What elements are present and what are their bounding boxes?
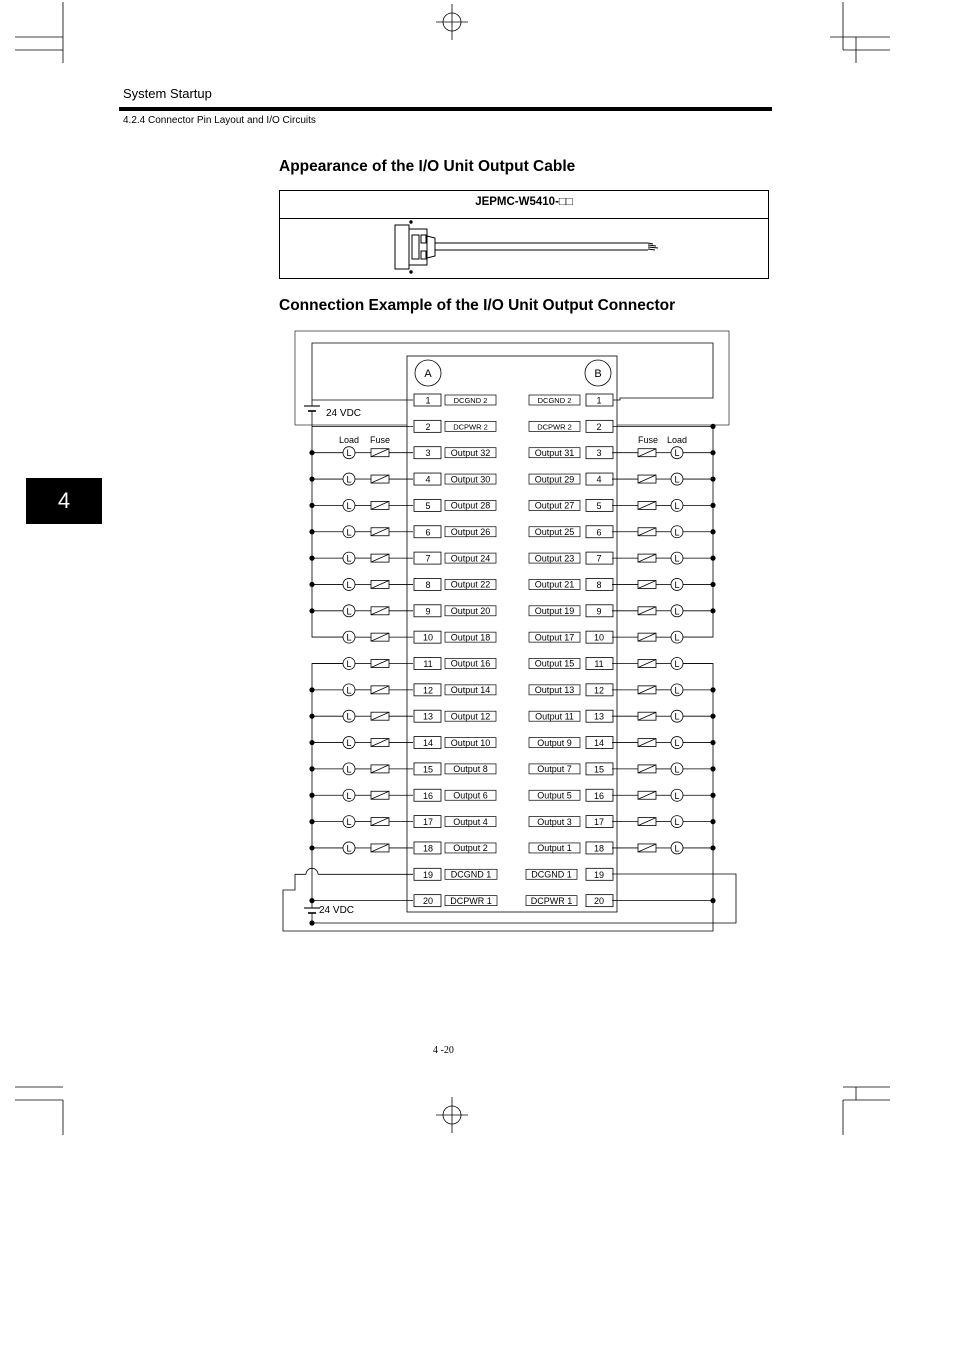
signal-label-b: Output 3 bbox=[537, 816, 572, 827]
pin-number-b: 8 bbox=[596, 579, 602, 590]
signal-label-b: Output 7 bbox=[537, 764, 572, 775]
signal-label-b: DCPWR 2 bbox=[537, 422, 572, 432]
signal-label-a: DCGND 2 bbox=[453, 396, 488, 406]
pin-number-a: 8 bbox=[425, 579, 431, 590]
pin-number-b: 15 bbox=[593, 764, 605, 775]
wire bbox=[312, 664, 352, 901]
junction-dot bbox=[710, 740, 715, 745]
signal-label-a: Output 28 bbox=[450, 500, 491, 511]
pin-number-b: 6 bbox=[596, 527, 602, 538]
pin-number-b: 19 bbox=[593, 869, 605, 880]
pin-number-b: 9 bbox=[596, 606, 602, 617]
pin-number-a: 2 bbox=[425, 421, 431, 432]
junction-dot bbox=[309, 608, 314, 613]
load-symbol-letter: L bbox=[346, 764, 352, 775]
pin-number-b: 10 bbox=[593, 632, 605, 643]
junction-dot bbox=[710, 819, 715, 824]
signal-label-b: DCPWR 1 bbox=[530, 895, 573, 906]
pin-number-b: 3 bbox=[596, 448, 602, 459]
load-symbol-letter: L bbox=[346, 606, 352, 617]
junction-dot bbox=[309, 503, 314, 508]
pin-number-b: 7 bbox=[596, 553, 602, 564]
signal-label-a: Output 10 bbox=[450, 737, 491, 748]
signal-label-b: Output 21 bbox=[534, 579, 575, 590]
pin-number-b: 13 bbox=[593, 711, 605, 722]
signal-label-a: Output 14 bbox=[450, 685, 491, 696]
junction-dot bbox=[309, 714, 314, 719]
signal-label-b: Output 23 bbox=[534, 553, 575, 564]
pin-number-a: 11 bbox=[423, 659, 433, 669]
load-header-right: Load bbox=[667, 435, 688, 445]
junction-dot bbox=[309, 740, 314, 745]
pin-number-a: 9 bbox=[425, 606, 431, 617]
pin-number-b: 12 bbox=[593, 685, 605, 696]
pin-number-a: 20 bbox=[422, 896, 434, 907]
pin-number-a: 16 bbox=[422, 790, 434, 801]
pin-number-a: 6 bbox=[425, 527, 431, 538]
pin-number-a: 19 bbox=[422, 869, 434, 880]
load-symbol-letter: L bbox=[674, 843, 680, 854]
pin-number-b: 20 bbox=[593, 896, 605, 907]
load-symbol-letter: L bbox=[346, 817, 352, 828]
supply-bottom-label: 24 VDC bbox=[319, 905, 355, 916]
column-b-label: B bbox=[594, 368, 602, 380]
junction-dot bbox=[309, 476, 314, 481]
fuse-header-left: Fuse bbox=[370, 435, 391, 445]
section-header: System Startup bbox=[123, 86, 212, 101]
junction-dot bbox=[710, 503, 715, 508]
signal-label-b: Output 1 bbox=[537, 843, 572, 854]
load-symbol-letter: L bbox=[674, 527, 680, 538]
junction-dot bbox=[309, 687, 314, 692]
signal-label-a: DCGND 1 bbox=[450, 869, 492, 880]
load-symbol-letter: L bbox=[674, 790, 680, 801]
load-symbol-letter: L bbox=[674, 500, 680, 511]
junction-dot bbox=[309, 920, 314, 925]
column-a-label: A bbox=[424, 368, 432, 380]
subsection-header: 4.2.4 Connector Pin Layout and I/O Circuits bbox=[123, 115, 316, 126]
load-symbol-letter: L bbox=[674, 553, 680, 564]
signal-label-b: Output 13 bbox=[534, 685, 575, 696]
pin-number-b: 4 bbox=[596, 474, 602, 485]
signal-label-a: Output 2 bbox=[453, 843, 488, 854]
junction-dot bbox=[710, 582, 715, 587]
signal-label-a: Output 16 bbox=[450, 658, 491, 669]
load-symbol-letter: L bbox=[674, 764, 680, 775]
pin-number-a: 10 bbox=[422, 632, 434, 643]
signal-label-a: Output 20 bbox=[450, 606, 491, 616]
pin-number-b: 1 bbox=[596, 395, 602, 406]
load-symbol-letter: L bbox=[346, 553, 352, 564]
signal-label-a: Output 12 bbox=[450, 711, 491, 722]
junction-dot bbox=[309, 766, 314, 771]
junction-dot bbox=[309, 529, 314, 534]
pin-number-b: 17 bbox=[593, 817, 605, 828]
pin-number-a: 13 bbox=[422, 711, 434, 722]
cable-section-title: Appearance of the I/O Unit Output Cable bbox=[279, 158, 576, 175]
load-symbol-letter: L bbox=[346, 659, 352, 669]
load-symbol-letter: L bbox=[346, 474, 352, 485]
load-symbol-letter: L bbox=[346, 579, 352, 590]
load-symbol-letter: L bbox=[346, 843, 352, 854]
signal-label-b: DCGND 1 bbox=[531, 869, 572, 880]
signal-label-a: Output 26 bbox=[450, 526, 491, 537]
junction-dot bbox=[710, 845, 715, 850]
junction-dot bbox=[710, 793, 715, 798]
junction-dot bbox=[710, 687, 715, 692]
load-symbol-letter: L bbox=[346, 790, 352, 801]
signal-label-b: Output 11 bbox=[535, 711, 574, 722]
pin-number-b: 5 bbox=[596, 500, 602, 511]
pin-number-a: 18 bbox=[422, 843, 434, 854]
load-symbol-letter: L bbox=[674, 448, 680, 459]
pin-number-a: 3 bbox=[425, 448, 431, 459]
junction-dot bbox=[309, 898, 314, 903]
load-symbol-letter: L bbox=[674, 632, 680, 643]
load-symbol-letter: L bbox=[674, 817, 680, 828]
signal-label-a: Output 18 bbox=[450, 632, 491, 643]
pin-number-a: 14 bbox=[422, 738, 434, 749]
signal-label-a: Output 30 bbox=[450, 474, 491, 485]
load-symbol-letter: L bbox=[346, 711, 352, 722]
junction-dot bbox=[710, 476, 715, 481]
connection-section-title: Connection Example of the I/O Unit Output Connector bbox=[279, 297, 676, 314]
cable-model-label: JEPMC-W5410-□□ bbox=[280, 191, 768, 219]
pin-number-b: 14 bbox=[593, 738, 605, 749]
pin-number-a: 4 bbox=[425, 474, 431, 485]
cable-illustration bbox=[280, 219, 768, 277]
junction-dot bbox=[710, 608, 715, 613]
supply-top-label: 24 VDC bbox=[326, 408, 362, 419]
junction-dot bbox=[309, 845, 314, 850]
header-rule bbox=[119, 107, 772, 111]
load-symbol-letter: L bbox=[674, 685, 680, 696]
junction-dot bbox=[710, 529, 715, 534]
load-symbol-letter: L bbox=[346, 527, 352, 538]
junction-dot bbox=[309, 450, 314, 455]
load-symbol-letter: L bbox=[346, 500, 352, 511]
signal-label-b: Output 5 bbox=[537, 790, 572, 801]
signal-label-b: Output 9 bbox=[537, 737, 572, 748]
signal-label-b: DCGND 2 bbox=[537, 396, 572, 406]
signal-label-a: Output 6 bbox=[453, 790, 488, 801]
signal-label-a: Output 4 bbox=[453, 816, 488, 827]
load-symbol-letter: L bbox=[346, 738, 352, 749]
pin-number-a: 12 bbox=[422, 685, 434, 696]
load-header-left: Load bbox=[339, 435, 360, 445]
pin-number-a: 7 bbox=[425, 553, 431, 564]
signal-label-b: Output 27 bbox=[534, 500, 575, 511]
pin-number-a: 5 bbox=[425, 500, 431, 511]
load-symbol-letter: L bbox=[674, 659, 680, 669]
signal-label-a: DCPWR 1 bbox=[450, 895, 492, 906]
pin-number-b: 16 bbox=[593, 790, 605, 801]
signal-label-b: Output 31 bbox=[534, 447, 575, 458]
signal-label-b: Output 25 bbox=[534, 526, 575, 537]
pin-number-a: 17 bbox=[422, 817, 434, 828]
junction-dot bbox=[710, 556, 715, 561]
load-symbol-letter: L bbox=[346, 685, 352, 696]
junction-dot bbox=[710, 766, 715, 771]
pin-number-b: 11 bbox=[594, 659, 604, 669]
signal-label-b: Output 29 bbox=[534, 474, 575, 485]
signal-label-b: Output 17 bbox=[534, 632, 575, 643]
fuse-header-right: Fuse bbox=[638, 435, 659, 445]
signal-label-a: Output 24 bbox=[450, 553, 491, 564]
load-symbol-letter: L bbox=[674, 711, 680, 722]
load-symbol-letter: L bbox=[674, 606, 680, 617]
load-symbol-letter: L bbox=[674, 579, 680, 590]
pin-number-b: 2 bbox=[596, 421, 602, 432]
chapter-tab: 4 bbox=[26, 478, 102, 524]
signal-label-a: Output 32 bbox=[450, 447, 491, 458]
signal-label-a: Output 8 bbox=[453, 764, 488, 775]
pin-number-a: 15 bbox=[422, 764, 434, 775]
junction-dot bbox=[710, 450, 715, 455]
load-symbol-letter: L bbox=[674, 738, 680, 749]
cable-figure bbox=[279, 190, 769, 279]
pin-number-a: 1 bbox=[425, 395, 431, 406]
signal-label-b: Output 19 bbox=[534, 606, 575, 616]
junction-dot bbox=[309, 556, 314, 561]
load-symbol-letter: L bbox=[674, 474, 680, 485]
junction-dot bbox=[710, 898, 715, 903]
junction-dot bbox=[309, 793, 314, 798]
junction-dot bbox=[309, 819, 314, 824]
signal-label-a: Output 22 bbox=[450, 579, 491, 590]
signal-label-b: Output 15 bbox=[534, 658, 575, 669]
junction-dot bbox=[710, 714, 715, 719]
load-symbol-letter: L bbox=[346, 448, 352, 459]
signal-label-a: DCPWR 2 bbox=[453, 422, 488, 432]
pin-number-b: 18 bbox=[593, 843, 605, 854]
wire bbox=[677, 664, 713, 901]
load-symbol-letter: L bbox=[346, 632, 352, 643]
page-number: 4 -20 bbox=[433, 1045, 454, 1056]
junction-dot bbox=[309, 582, 314, 587]
